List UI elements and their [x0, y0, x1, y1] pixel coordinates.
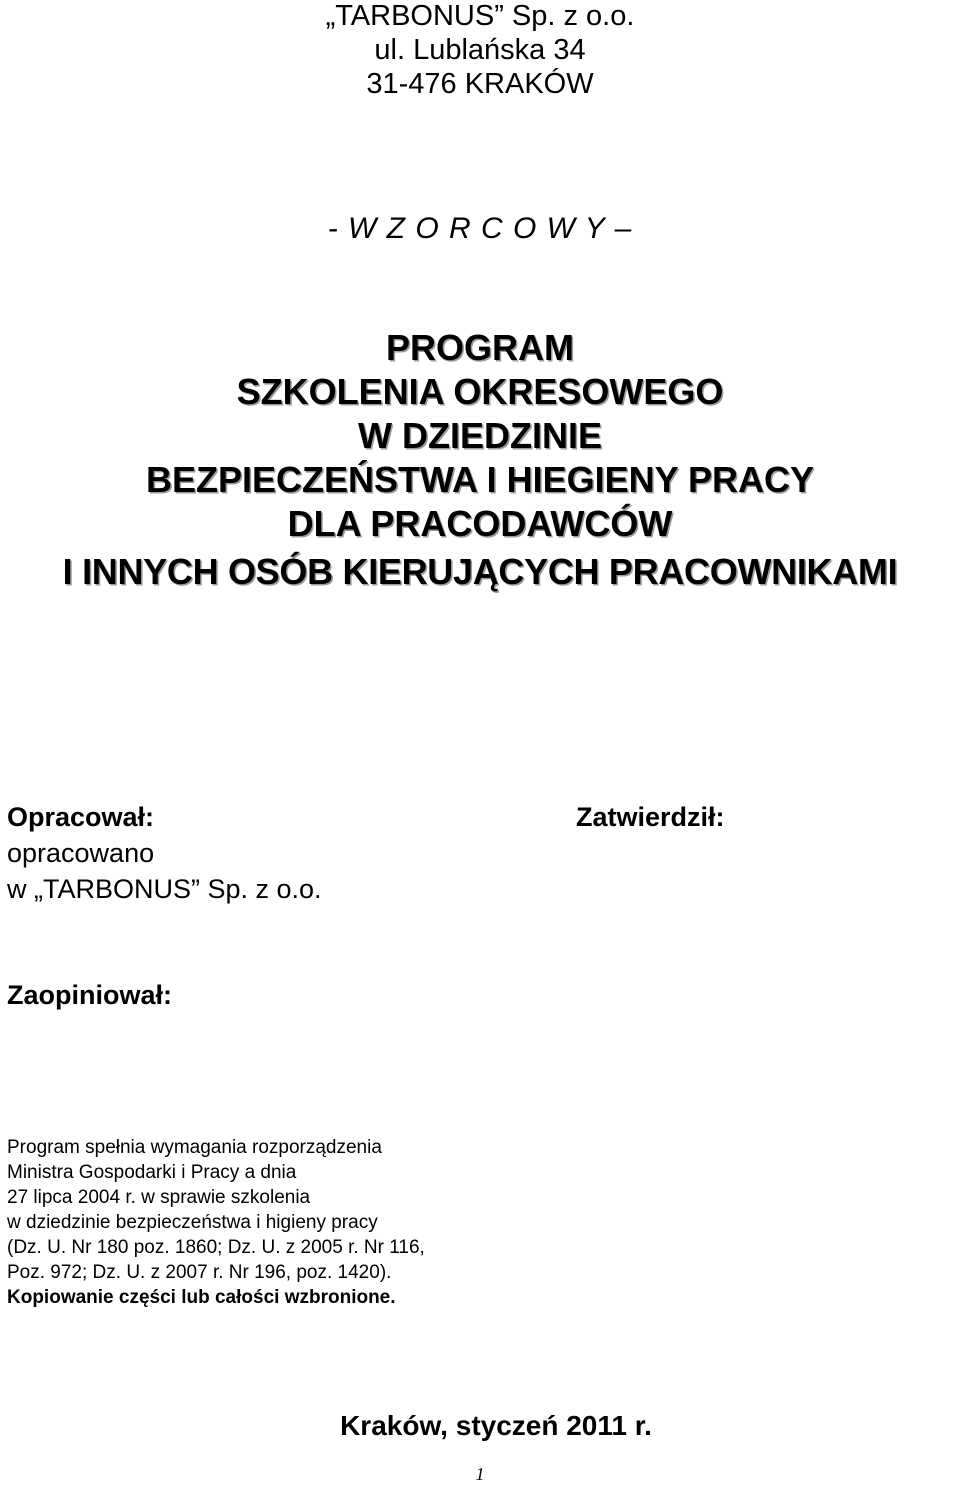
copyright-notice: Kopiowanie części lub całości wzbronione.	[7, 1287, 396, 1308]
title-line: I INNYCH OSÓB KIERUJĄCYCH PRACOWNIKAMI	[62, 551, 898, 592]
approved-by-label: Zatwierdził:	[576, 802, 725, 832]
place-and-date: Kraków, styczeń 2011 r.	[340, 1410, 652, 1441]
template-label: - W Z O R C O W Y –	[327, 212, 633, 245]
prepared-by-label: Opracował:	[7, 802, 155, 832]
title-line: PROGRAM	[386, 327, 574, 368]
regulation-line: Ministra Gospodarki i Pracy a dnia	[7, 1162, 297, 1183]
page-number: 1	[475, 1464, 485, 1484]
regulation-line: w dziedzinie bezpieczeństwa i higieny pracy	[7, 1212, 378, 1233]
title-line: SZKOLENIA OKRESOWEGO	[236, 371, 724, 412]
company-name: „TARBONUS” Sp. z o.o.	[325, 0, 635, 32]
prepared-by-line2: w „TARBONUS” Sp. z o.o.	[7, 874, 322, 904]
title-line: W DZIEDZINIE	[358, 415, 602, 456]
regulation-line: (Dz. U. Nr 180 poz. 1860; Dz. U. z 2005 r. Nr 116,	[7, 1237, 425, 1258]
prepared-by-line1: opracowano	[7, 838, 155, 868]
company-street: ul. Lublańska 34	[374, 34, 586, 66]
title-line: BEZPIECZEŃSTWA I HIEGIENY PRACY	[145, 459, 815, 500]
company-city: 31-476 KRAKÓW	[366, 68, 594, 100]
regulation-line: Program spełnia wymagania rozporządzenia	[7, 1137, 382, 1158]
regulation-line: 27 lipca 2004 r. w sprawie szkolenia	[7, 1187, 311, 1208]
title-line: DLA PRACODAWCÓW	[287, 503, 673, 544]
regulation-line: Poz. 972; Dz. U. z 2007 r. Nr 196, poz. 1420).	[7, 1262, 392, 1283]
reviewed-by-label: Zaopiniował:	[7, 980, 172, 1010]
